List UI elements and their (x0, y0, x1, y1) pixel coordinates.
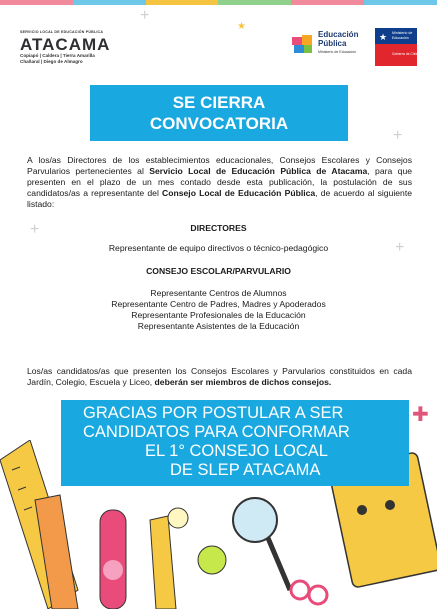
slep-logo-communes-1: Copiapó | Caldera | Tierra Amarilla (20, 53, 95, 58)
scissors-icon (291, 581, 327, 604)
star-decoration-icon: ★ (237, 21, 246, 32)
pencil-icon (150, 516, 176, 609)
slep-atacama-logo (20, 30, 130, 65)
banner-bottom-line: GRACIAS POR POSTULAR A SER (83, 404, 344, 422)
svg-text:Educación: Educación (392, 36, 409, 40)
slep-logo-name: ATACAMA (20, 35, 111, 54)
intro-paragraph (27, 155, 412, 210)
gobierno-chile-logo (375, 28, 417, 66)
tennis-ball-icon (198, 546, 226, 574)
educacion-publica-logo (292, 30, 358, 57)
plus-decoration-icon: ✚ (412, 404, 429, 426)
closing-call-banner (90, 85, 348, 141)
consejo-item: Representante Centros de Alumnos (150, 288, 287, 298)
consejo-item: Representante Centro de Padres, Madres y Apoderados (111, 299, 326, 309)
plus-decoration-icon: + (30, 221, 40, 238)
edu-logo-line2: Pública (318, 39, 347, 48)
magnifier-icon (233, 498, 290, 590)
thanks-banner (61, 400, 409, 486)
edu-logo-ministry: Ministerio de Educación (318, 50, 357, 54)
closing-text: Los/as candidatos/as que presenten los Consejos Escolares y Parvularios constituidos en cada Jardín, Colegio, Escuela y Liceo, (27, 366, 412, 387)
banner-bottom-line: CANDIDATOS PARA CONFORMAR (83, 423, 350, 441)
intro-bold-consejo: Consejo Local de Educación Pública (162, 188, 316, 198)
slep-logo-small-text: SERVICIO LOCAL DE EDUCACIÓN PÚBLICA (20, 30, 104, 34)
plus-decoration-icon: + (140, 7, 150, 24)
test-tube-icon (100, 510, 126, 609)
lightbulb-icon (168, 508, 188, 528)
directores-heading: DIRECTORES (190, 223, 247, 233)
banner-top-line2: CONVOCATORIA (149, 114, 289, 133)
intro-text-1: A los/as Directores de los establecimientos educacionales, Consejos Escolares y Consejos Parvularios pertenecientes al (27, 155, 412, 176)
star-icon: ★ (379, 33, 388, 43)
consejo-item: Representante Profesionales de la Educación (131, 310, 306, 320)
svg-text:Ministerio de: Ministerio de (392, 31, 413, 35)
consejo-item: Representante Asistentes de la Educación (137, 321, 300, 331)
banner-top-line1: SE CIERRA (172, 93, 266, 112)
top-color-stripe (0, 0, 437, 5)
plus-decoration-icon: + (395, 239, 405, 256)
intro-text-2: , para que presenten en el plazo de un mes contado desde esta publicación, la postulación de sus candidatos/as a representante del (27, 166, 413, 198)
banner-bottom-line: EL 1° CONSEJO LOCAL (145, 442, 328, 460)
intro-bold-slep: Servicio Local de Educación Pública de Atacama (149, 166, 368, 176)
educacion-publica-icon (292, 33, 314, 55)
slep-logo-communes-2: Chañaral | Diego de Almagro (20, 59, 83, 64)
directores-item: Representante de equipo directivos o técnico-pedagógico (108, 243, 329, 253)
edu-logo-line1: Educación (318, 30, 359, 39)
closing-bold: deberán ser miembros de dichos consejos. (154, 377, 332, 387)
intro-text-3: , de acuerdo al siguiente listado: (27, 188, 412, 209)
plus-decoration-icon: + (393, 127, 403, 144)
consejo-heading: CONSEJO ESCOLAR/PARVULARIO (146, 266, 291, 276)
banner-bottom-line: DE SLEP ATACAMA (170, 461, 321, 479)
svg-text:Gobierno de Chile: Gobierno de Chile (392, 52, 417, 56)
closing-paragraph (27, 366, 412, 388)
